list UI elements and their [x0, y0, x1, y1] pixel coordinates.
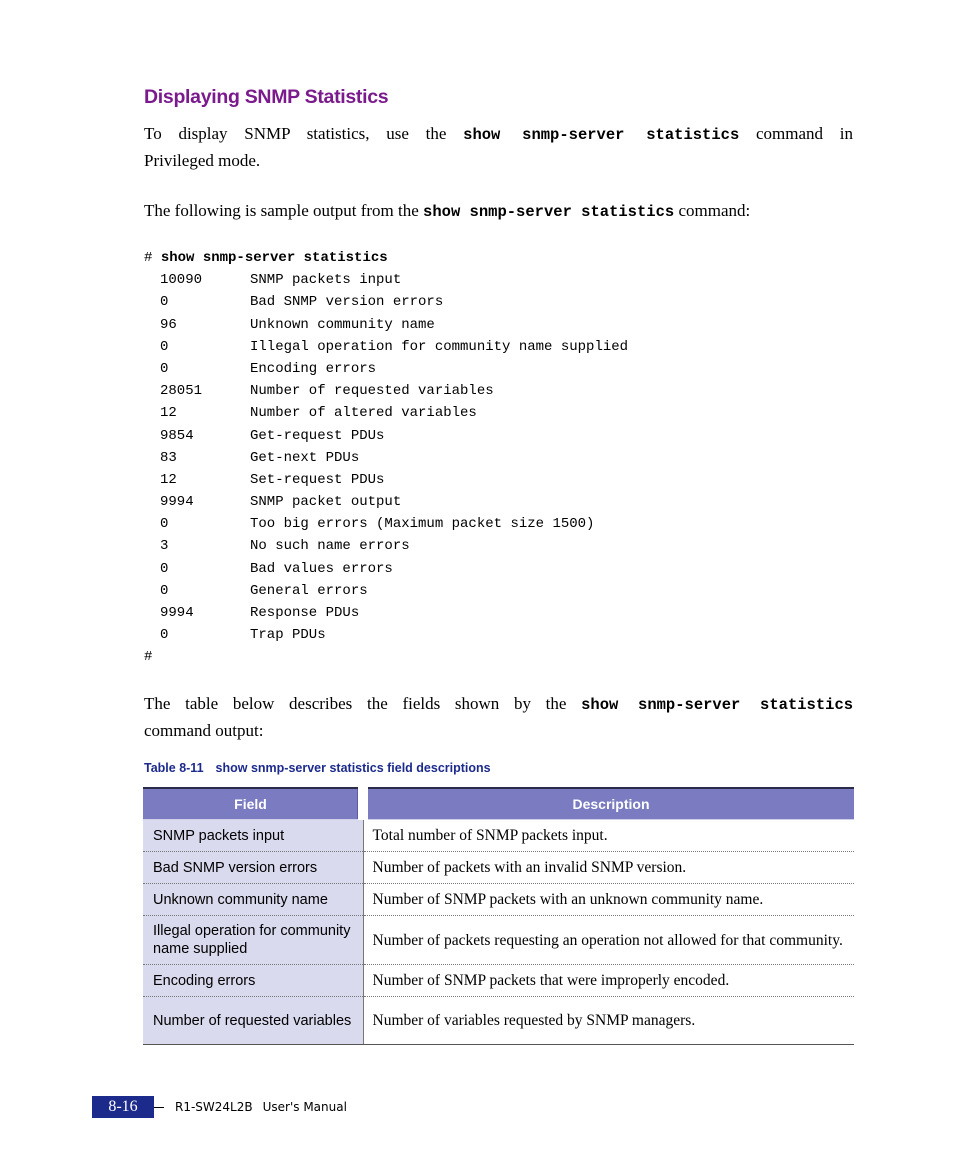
table-caption: [144, 761, 491, 775]
intro-word: command: [756, 124, 824, 143]
intro-line-1: [144, 121, 853, 148]
table-intro-word: The: [144, 694, 171, 713]
page-number: 8-16: [92, 1096, 154, 1118]
output-label: Get-next PDUs: [250, 449, 360, 466]
output-value: 0: [160, 338, 169, 355]
output-row: [144, 358, 388, 380]
header-field: Field: [143, 788, 363, 820]
sample-text-after: command:: [674, 201, 751, 220]
command-line: [144, 247, 388, 269]
output-label: Bad values errors: [250, 560, 393, 577]
intro-word: statistics,: [306, 124, 370, 143]
output-label: No such name errors: [250, 538, 410, 555]
output-label: Illegal operation for community name supplied: [250, 338, 629, 355]
typed-command: show snmp-server statistics: [160, 250, 388, 266]
footer-manual: User's Manual: [262, 1100, 347, 1114]
output-label: SNMP packets input: [250, 272, 402, 289]
output-row: [144, 447, 388, 469]
output-label: Trap PDUs: [250, 627, 326, 644]
table-row: [143, 965, 854, 997]
table-intro-word: describes: [289, 694, 353, 713]
intro-line-2: Privileged mode.: [144, 151, 261, 170]
description-cell: Number of SNMP packets that were improperly encoded.: [363, 965, 854, 997]
output-label: Bad SNMP version errors: [250, 294, 444, 311]
output-value: 83: [160, 449, 177, 466]
field-cell: Encoding errors: [143, 965, 363, 997]
field-cell: Number of requested variables: [143, 997, 363, 1045]
output-row: [144, 314, 435, 336]
output-label: Get-request PDUs: [250, 427, 385, 444]
intro-word: in: [839, 124, 854, 143]
output-label: Too big errors (Maximum packet size 1500): [250, 516, 595, 533]
intro-word: To: [144, 124, 162, 143]
output-value: 0: [160, 560, 169, 577]
output-label: SNMP packet output: [250, 494, 402, 511]
output-value: 9994: [160, 605, 194, 621]
output-label: Set-request PDUs: [250, 471, 385, 488]
intro-word: the: [425, 124, 447, 143]
table-intro-word: shown: [454, 694, 500, 713]
field-cell: Unknown community name: [143, 884, 363, 916]
output-value: 0: [160, 582, 169, 599]
output-row: [144, 336, 629, 358]
field-cell: Bad SNMP version errors: [143, 852, 363, 884]
output-row: [144, 469, 388, 491]
output-value: 0: [160, 627, 169, 644]
table-intro-word: table: [185, 694, 219, 713]
description-cell: Number of variables requested by SNMP managers.: [363, 997, 854, 1045]
intro-paragraph: [144, 121, 853, 174]
output-label: Unknown community name: [250, 316, 435, 333]
output-row: [144, 535, 410, 557]
output-value: 9994: [160, 494, 194, 511]
output-row: [144, 269, 402, 291]
prompt: #: [144, 250, 153, 266]
output-row: [144, 624, 388, 646]
command-output: [144, 247, 629, 669]
section-title: Displaying SNMP Statistics: [144, 86, 389, 108]
output-value: 3: [160, 538, 169, 555]
table-header-row: [143, 788, 854, 820]
output-label: General errors: [250, 582, 368, 599]
sample-paragraph: [144, 198, 853, 225]
table-row: [143, 916, 854, 965]
intro-word: use: [386, 124, 409, 143]
footer-rule: [154, 1107, 164, 1108]
table-caption-text: show snmp-server statistics field descriptions: [215, 761, 491, 775]
description-cell: Total number of SNMP packets input.: [363, 820, 854, 852]
output-row: [144, 580, 388, 602]
table-number: Table 8-11: [144, 761, 204, 775]
output-label: Encoding errors: [250, 360, 377, 377]
header-description: Description: [363, 788, 854, 820]
output-row: [144, 402, 477, 424]
table-intro-command: show snmp-server statistics: [581, 696, 854, 714]
field-descriptions-table: [143, 787, 854, 1045]
table-intro-line-1: [144, 691, 853, 718]
table-row: [143, 852, 854, 884]
description-cell: Number of SNMP packets with an unknown community name.: [363, 884, 854, 916]
output-label: Response PDUs: [250, 605, 360, 621]
table-intro-word: the: [545, 694, 567, 713]
output-value: 10090: [160, 272, 203, 289]
output-value: 28051: [160, 383, 203, 400]
output-value: 0: [160, 360, 169, 377]
output-value: 9854: [160, 427, 194, 444]
sample-text-before: The following is sample output from the: [144, 201, 424, 220]
intro-command: show snmp-server statistics: [463, 126, 740, 144]
output-value: 0: [160, 516, 169, 533]
footer-product: R1-SW24L2B: [175, 1100, 253, 1114]
output-row: [144, 491, 402, 513]
description-cell: Number of packets requesting an operation not allowed for that community.: [363, 916, 854, 965]
output-row: [144, 291, 444, 313]
table-intro-word: below: [232, 694, 275, 713]
output-row: [144, 380, 494, 402]
table-intro-word: by: [513, 694, 531, 713]
footer-text: [175, 1100, 347, 1114]
end-prompt: #: [144, 649, 153, 666]
output-label: Number of altered variables: [250, 405, 477, 422]
output-value: 0: [160, 294, 169, 311]
output-row: [144, 558, 393, 580]
sample-command: show snmp-server statistics: [423, 203, 675, 221]
description-cell: Number of packets with an invalid SNMP version.: [363, 852, 854, 884]
table-row: [143, 884, 854, 916]
table-row: [143, 820, 854, 852]
output-label: Number of requested variables: [250, 383, 494, 400]
table-intro-line-2: command output:: [144, 721, 264, 740]
table-row: [143, 997, 854, 1045]
intro-word: display: [178, 124, 228, 143]
output-value: 12: [160, 471, 177, 488]
end-prompt-line: [144, 646, 388, 668]
table-intro-word: fields: [402, 694, 441, 713]
table-intro-paragraph: [144, 691, 853, 744]
output-value: 96: [160, 316, 177, 333]
intro-word: SNMP: [244, 124, 290, 143]
field-cell: SNMP packets input: [143, 820, 363, 852]
output-row: [144, 513, 595, 535]
output-value: 12: [160, 405, 177, 422]
output-row: [144, 602, 388, 624]
output-row: [144, 425, 388, 447]
field-cell: Illegal operation for community name supplied: [143, 916, 363, 965]
table-intro-word: the: [366, 694, 388, 713]
